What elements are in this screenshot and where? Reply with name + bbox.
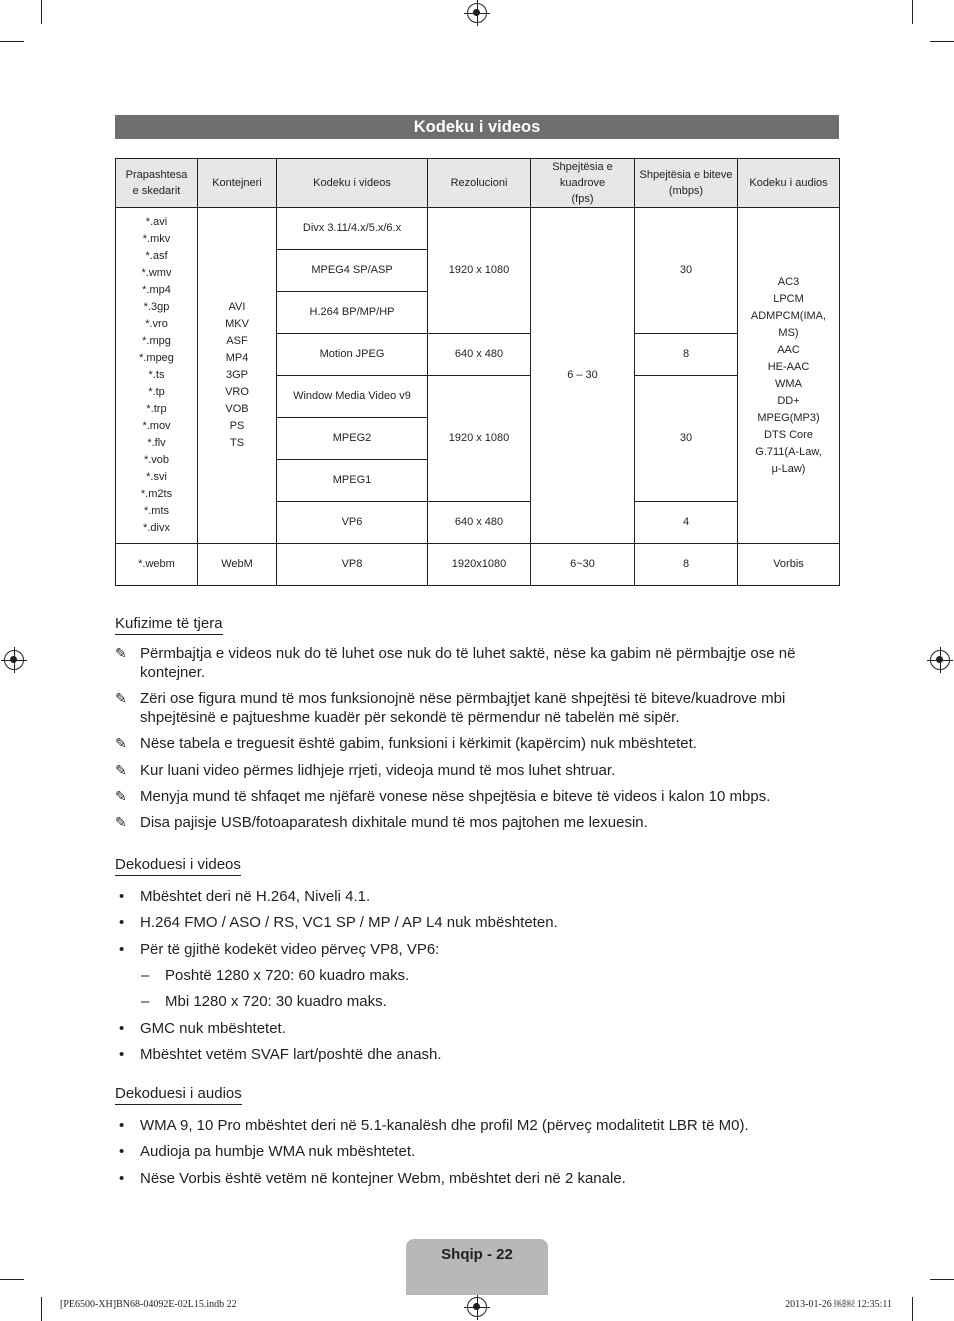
pencil-note-icon: ✎: [115, 814, 127, 830]
bitrate-cell: 30: [635, 208, 738, 334]
note-item: ✎ Zëri ose figura mund të mos funksionojnë nëse përmbajtjet kanë shpejtësi të biteve/kuadrove mbi shpejtësinë e pajtueshme kuadër për sekondë të përmendur në tabelën më sipër.: [115, 690, 786, 726]
header-cell: Shpejtësia e kuadrove (fps): [531, 159, 635, 208]
codec-cell: H.264 BP/MP/HP: [277, 292, 428, 334]
codec-cell: Divx 3.11/4.x/5.x/6.x: [277, 208, 428, 250]
crop-mark: [41, 1297, 42, 1321]
fps-cell: 6 – 30: [531, 208, 635, 544]
section-title: Kodeku i videos: [115, 115, 839, 139]
note-item: ✎ Menyja mund të shfaqet me njëfarë vonese nëse shpejtësia e biteve të videos i kalon 10 mbps.: [115, 788, 771, 805]
codec-cell: MPEG1: [277, 460, 428, 502]
registration-mark-icon: [4, 650, 24, 670]
footer-file-name: [PE6500-XH]BN68-04092E-02L15.indb 22: [60, 1299, 237, 1310]
header-cell: Prapashtesa e skedarit: [116, 159, 198, 208]
codec-cell: Motion JPEG: [277, 334, 428, 376]
footer-timestamp: 2013-01-26 ￼￼ 12:35:11: [785, 1299, 892, 1310]
list-item: • Nëse Vorbis është vetëm në kontejner Webm, mbështet deri në 2 kanale.: [119, 1170, 626, 1187]
header-cell: Kodeku i audios: [738, 159, 840, 208]
registration-mark-icon: [467, 1297, 487, 1317]
crop-mark: [0, 1279, 24, 1280]
bitrate-cell: 4: [635, 502, 738, 544]
codec-cell: MPEG2: [277, 418, 428, 460]
extensions-cell: *.avi *.mkv *.asf *.wmv *.mp4 *.3gp *.vro *.mpg *.mpeg *.ts *.tp *.trp *.mov *.flv *.vob *.svi *.m2ts *.mts *.divx: [116, 208, 198, 544]
list-item: • Për të gjithë kodekët video përveç VP8, VP6:: [119, 941, 440, 958]
note-item: ✎ Përmbajtja e videos nuk do të luhet ose nuk do të luhet saktë, nëse ka gabim në përmbajtje ose në kontejner.: [115, 645, 796, 681]
codec-table: [115, 158, 840, 586]
resolution-cell: 1920 x 1080: [428, 208, 531, 334]
crop-mark: [912, 1297, 913, 1321]
header-cell: Kodeku i videos: [277, 159, 428, 208]
table-row: [116, 544, 840, 586]
pencil-note-icon: ✎: [115, 735, 127, 751]
list-item: • H.264 FMO / ASO / RS, VC1 SP / MP / AP L4 nuk mbështeten.: [119, 914, 558, 931]
pencil-note-icon: ✎: [115, 645, 127, 661]
webm-ext-cell: *.webm: [116, 544, 198, 586]
webm-audio-cell: Vorbis: [738, 544, 840, 586]
codec-cell: Window Media Video v9: [277, 376, 428, 418]
note-item: ✎ Kur luani video përmes lidhjeje rrjeti, videoja mund të mos luhet shtruar.: [115, 762, 616, 779]
registration-mark-icon: [930, 650, 950, 670]
crop-mark: [41, 0, 42, 24]
containers-cell: AVI MKV ASF MP4 3GP VRO VOB PS TS: [198, 208, 277, 544]
resolution-cell: 640 x 480: [428, 334, 531, 376]
sub-list-item: – Mbi 1280 x 720: 30 kuadro maks.: [141, 993, 387, 1010]
crop-mark: [930, 41, 954, 42]
crop-mark: [912, 0, 913, 24]
header-cell: Shpejtësia e biteve (mbps): [635, 159, 738, 208]
codec-cell: VP6: [277, 502, 428, 544]
pencil-note-icon: ✎: [115, 762, 127, 778]
list-item: • Audioja pa humbje WMA nuk mbështetet.: [119, 1143, 416, 1160]
header-cell: Rezolucioni: [428, 159, 531, 208]
bitrate-cell: 30: [635, 376, 738, 502]
bitrate-cell: 8: [635, 334, 738, 376]
audio-codecs-cell: AC3 LPCM ADMPCM(IMA, MS) AAC HE-AAC WMA DD+ MPEG(MP3) DTS Core G.711(A-Law, μ-Law): [738, 208, 840, 544]
webm-container-cell: WebM: [198, 544, 277, 586]
pencil-note-icon: ✎: [115, 690, 127, 706]
webm-fps-cell: 6~30: [531, 544, 635, 586]
list-item: • GMC nuk mbështetet.: [119, 1020, 286, 1037]
list-item: • Mbështet deri në H.264, Niveli 4.1.: [119, 888, 371, 905]
note-item: ✎ Disa pajisje USB/fotoaparatesh dixhitale mund të mos pajtohen me lexuesin.: [115, 814, 648, 831]
resolution-cell: 640 x 480: [428, 502, 531, 544]
list-item: • Mbështet vetëm SVAF lart/poshtë dhe anash.: [119, 1046, 442, 1063]
webm-codec-cell: VP8: [277, 544, 428, 586]
webm-bitrate-cell: 8: [635, 544, 738, 586]
registration-mark-icon: [467, 3, 487, 23]
pencil-note-icon: ✎: [115, 788, 127, 804]
page-number-tab: Shqip - 22: [406, 1239, 548, 1295]
table-header-row: [116, 159, 840, 208]
video-decoder-heading: Dekoduesi i videos: [115, 856, 241, 876]
webm-resolution-cell: 1920x1080: [428, 544, 531, 586]
other-limits-heading: Kufizime të tjera: [115, 615, 223, 635]
list-item: • WMA 9, 10 Pro mbështet deri në 5.1-kanalësh dhe profil M2 (përveç modalitetit LBR të M0).: [119, 1117, 749, 1134]
table-row: [116, 208, 840, 250]
crop-mark: [930, 1279, 954, 1280]
codec-cell: MPEG4 SP/ASP: [277, 250, 428, 292]
audio-decoder-heading: Dekoduesi i audios: [115, 1085, 242, 1105]
header-cell: Kontejneri: [198, 159, 277, 208]
resolution-cell: 1920 x 1080: [428, 376, 531, 502]
note-item: ✎ Nëse tabela e treguesit është gabim, funksioni i kërkimit (kapërcim) nuk mbështetet.: [115, 735, 697, 752]
crop-mark: [0, 41, 24, 42]
sub-list-item: – Poshtë 1280 x 720: 60 kuadro maks.: [141, 967, 410, 984]
